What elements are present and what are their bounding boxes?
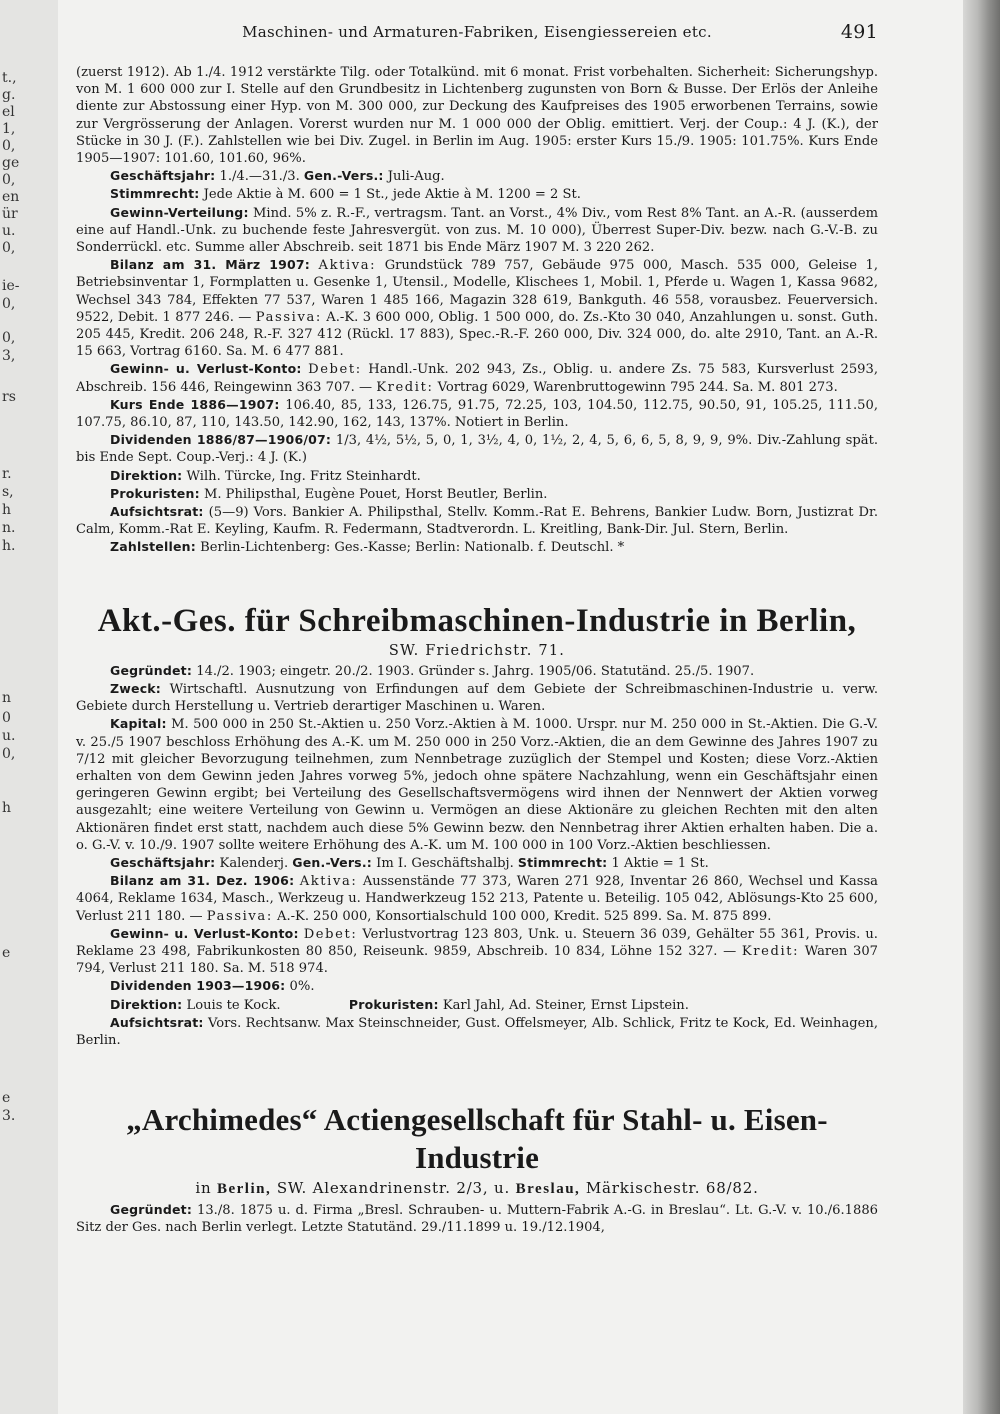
- city-breslau: Breslau,: [515, 1181, 581, 1198]
- field-value: Mind. 5% z. R.-F., vertragsm. Tant. an Vorst., 4% Div., vom Rest 8% Tant. an A.-R. (ausserdem eine auf Handl.-Unk. zu buchende feste Jahresvergüt. von zus. M. 10 000), Überrest Super-Div. bezw. nach G.-V.-B. zu Sonderrückl. etc. Summe aller Abschreib. seit 1871 bis Ende März 1907 M. 3 220 262.: [76, 205, 878, 256]
- margin-fragment: n: [2, 690, 12, 706]
- field-value: Vortrag 6029, Warenbruttogewinn 795 244. Sa. M. 801 273.: [437, 379, 838, 395]
- field-label: Gegründet:: [110, 662, 193, 678]
- profit-loss-paragraph: [76, 925, 878, 978]
- address-prefix: in: [195, 1179, 212, 1198]
- paying-agents-line: [76, 538, 878, 556]
- margin-fragment: e: [2, 1090, 11, 1106]
- street-berlin: SW. Alexandrinenstr. 2/3, u.: [276, 1179, 511, 1198]
- field-label: Stimmrecht:: [517, 854, 608, 870]
- field-value: 106.40, 85, 133, 126.75, 91.75, 72.25, 103, 104.50, 112.75, 90.50, 91, 105.25, 111.50, 107.75, 86.10, 87, 110, 143.50, 142.90, 162, 143, 137%. Notiert in Berlin.: [76, 397, 878, 431]
- profit-distribution-paragraph: [76, 204, 878, 257]
- margin-fragment: n.: [2, 520, 16, 536]
- debet-label: Debet:: [308, 362, 362, 378]
- field-label: Stimmrecht:: [110, 186, 200, 202]
- field-value: Wirtschaftl. Ausnutzung von Erfindungen auf dem Gebiete der Schreibmaschinen-Industrie u. verw. Gebiete durch Herstellung u. Vertrieb derartiger Maschinen u. Waren.: [76, 681, 878, 715]
- field-label: Prokuristen:: [110, 485, 200, 501]
- field-label: Zweck:: [110, 680, 162, 696]
- page-number: 491: [840, 21, 878, 43]
- field-label: Gewinn-Verteilung:: [110, 204, 249, 220]
- margin-fragment: rs: [2, 389, 16, 405]
- field-label: Gegründet:: [110, 1202, 193, 1218]
- field-value: Aussenstände 77 373, Waren 271 928, Inventar 26 860, Wechsel und Kassa 4064, Reklame 1634, Masch., Werkzeug u. Handwerkzeug 152 213, Patente u. Beteilig. 105 042, Ablösungs-Kto 25 600, Verlust 211 180. —: [76, 874, 878, 924]
- field-label: Bilanz am 31. Dez. 1906:: [110, 873, 295, 889]
- page-binding-shadow: [963, 0, 1000, 1414]
- field-label: Dividenden 1903—1906:: [110, 978, 286, 994]
- section-continued-entry: [76, 64, 878, 557]
- dividends-paragraph: [76, 431, 878, 466]
- field-label: Bilanz am 31. März 1907:: [110, 257, 311, 273]
- field-label: Prokuristen:: [348, 996, 439, 1012]
- margin-fragment: 0,: [2, 240, 16, 256]
- kredit-label: Kredit:: [741, 943, 800, 959]
- field-value: (5—9) Vors. Bankier A. Philipsthal, Stellv. Komm.-Rat E. Behrens, Bankier Ludw. Born, Justizrat Dr. Calm, Komm.-Rat E. Keyling, Kaufm. R. Federmann, Stadtverordn. L. Kreitling, Bank-Dir. Jul. Stern, Berlin.: [76, 505, 878, 538]
- page-content: [76, 18, 878, 1237]
- field-label: Dividenden 1886/87—1906/07:: [110, 432, 332, 448]
- capital-paragraph: [76, 715, 878, 854]
- company-address: [76, 1177, 878, 1200]
- margin-fragment: 3,: [2, 348, 16, 364]
- field-value: Louis te Kock.: [186, 997, 281, 1013]
- city-berlin: Berlin,: [216, 1181, 272, 1198]
- margin-fragment: h.: [2, 538, 16, 554]
- field-value: Berlin-Lichtenberg: Ges.-Kasse; Berlin: Nationalb. f. Deutschl. *: [200, 540, 625, 556]
- field-value: Jede Aktie à M. 600 = 1 St., jede Aktie à M. 1200 = 2 St.: [203, 187, 581, 203]
- field-value: Kalenderj.: [219, 855, 289, 871]
- margin-fragment: 1,: [2, 121, 16, 137]
- field-label: Gewinn- u. Verlust-Konto:: [110, 925, 299, 941]
- field-value: 1./4.—31./3.: [219, 169, 300, 185]
- field-value: Karl Jahl, Ad. Steiner, Ernst Lipstein.: [442, 997, 689, 1013]
- aktiva-label: Aktiva:: [318, 258, 377, 274]
- balance-sheet-paragraph: [76, 256, 878, 360]
- dividends-line: [76, 977, 878, 995]
- margin-fragment: s,: [2, 484, 14, 500]
- bond-details-paragraph: (zuerst 1912). Ab 1./4. 1912 verstärkte Tilg. oder Totalkünd. mit 6 monat. Frist vorbehalten. Sicherheit: Sicherungshyp. von M. 1 600 000 zur I. Stelle auf den Grundbesitz in Lichtenberg zugunsten von Born & Busse. Der Erlös der Anleihe diente zur Abstossung einer Hyp. von M. 300 000, zur Deckung des Kaufpreises des 1905 erworbenen Terrains, sowie zur Vergrösserung der Anlagen. Vorerst wurden nur M. 1 000 000 der Oblig. emittiert. Verj. der Coup.: 4 J. (K.), der Stücke in 30 J. (F.). Zahlstellen wie bei Div. Zugel. in Berlin im Aug. 1905: erster Kurs 15./9. 1905: 101.75%. Kurs Ende 1905—1907: 101.60, 101.60, 96%.: [76, 65, 878, 167]
- margin-fragment: u.: [2, 728, 16, 744]
- field-label: Direktion:: [110, 467, 183, 483]
- field-value: A.-K. 3 600 000, Oblig. 1 500 000, do. Zs.-Kto 30 040, Anzahlungen u. sonst. Guth. 205 445, Kredit. 206 248, R.-F. 327 412 (Rückl. 17 883), Spec.-R.-F. 260 000, Div. 324 000, do. alte 2910, Tant. an A.-R. 15 663, Vortrag 6160. Sa. M. 6 477 881.: [76, 309, 878, 360]
- founded-line: [76, 662, 878, 680]
- voting-rights-line: [76, 185, 878, 203]
- company-entry-archimedes: [76, 1101, 878, 1236]
- margin-fragment: 0: [2, 710, 11, 726]
- field-value: 0%.: [289, 979, 315, 995]
- margin-fragment: e: [2, 945, 11, 961]
- margin-fragment: ge: [2, 155, 20, 171]
- field-value: Waren 307 794, Verlust 211 180. Sa. M. 518 974.: [76, 943, 878, 977]
- management-line: [76, 467, 878, 485]
- company-title: Akt.-Ges. für Schreibmaschinen-Industrie in Berlin,: [97, 602, 857, 639]
- purpose-paragraph: [76, 680, 878, 715]
- field-value: Handl.-Unk. 202 943, Zs., Oblig. u. andere Zs. 75 583, Kursverlust 2593, Abschreib. 156 446, Reingewinn 363 707. —: [76, 362, 878, 395]
- field-value: 1 Aktie = 1 St.: [611, 855, 709, 871]
- field-value: M. 500 000 in 250 St.-Aktien u. 250 Vorz.-Aktien à M. 1000. Urspr. nur M. 250 000 in St.-Aktien. Die G.-V. v. 25./5 1907 beschloss Erhöhung des A.-K. um M. 250 000 in 250 Vorz.-Aktien, die an dem Gewinne des Jahres 1907 zu 7/12 mit gleicher Bevorzugung teilnehmen, zum Nennbetrage zuzüglich der Stempel und Kosten; diese Vorz.-Aktien erhalten von dem Gewinn jeden Jahres vorweg 5%, jedoch ohne spätere Nachzahlung, wenn ein Geschäftsjahr einen geringeren Gewinn ergibt; bei Verteilung des Gesellschaftsvermögens wird ihnen der Nennwert der Aktien vorweg ausgezahlt; eine weitere Verteilung von Gewinn u. Vermögen an diese Aktionäre zu gleichen Rechten mit den alten Aktionären findet erst statt, nachdem auch diese 5% Gewinn bezw. den Nennbetrag ihrer Aktien erhalten haben. Die a. o. G.-V. v. 10./9. 1907 sollte weitere Erhöhung des A.-K. um M. 100 000 in 100 Vorz.-Aktien beschliessen.: [76, 717, 878, 853]
- field-value: Vors. Rechtsanw. Max Steinschneider, Gust. Offelsmeyer, Alb. Schlick, Fritz te Kock, Ed. Weinhagen, Berlin.: [76, 1015, 878, 1048]
- passiva-label: Passiva:: [206, 908, 273, 924]
- margin-fragment: 0,: [2, 296, 16, 312]
- field-label: Gewinn- u. Verlust-Konto:: [110, 361, 302, 377]
- field-label: Geschäftsjahr:: [110, 854, 216, 870]
- founded-paragraph: [76, 1201, 878, 1236]
- margin-fragment: 0,: [2, 138, 16, 154]
- field-label: Direktion:: [110, 996, 183, 1012]
- kredit-label: Kredit:: [376, 379, 434, 395]
- street-breslau: Märkischestr. 68/82.: [585, 1179, 759, 1198]
- field-value: 13./8. 1875 u. d. Firma „Bresl. Schrauben- u. Muttern-Fabrik A.-G. in Breslau“. Lt. G.-V. v. 10./6.1886 Sitz der Ges. nach Berlin verlegt. Letzte Statutänd. 29./11.1899 u. 19./12.1904,: [76, 1203, 878, 1236]
- field-value: M. Philipsthal, Eugène Pouet, Horst Beutler, Berlin.: [203, 486, 548, 502]
- margin-fragment: u.: [2, 223, 16, 239]
- balance-sheet-paragraph: [76, 872, 878, 925]
- field-label: Aufsichtsrat:: [110, 504, 204, 520]
- margin-fragment: g.: [2, 87, 16, 103]
- management-line: [76, 996, 878, 1014]
- left-gutter: [0, 0, 59, 1414]
- field-label: Kurs Ende 1886—1907:: [110, 396, 280, 412]
- field-label: Gen.-Vers.:: [292, 854, 372, 870]
- field-value: Im I. Geschäftshalbj.: [376, 855, 514, 871]
- company-entry-typewriter: [76, 601, 878, 1049]
- margin-fragment: h: [2, 502, 12, 518]
- margin-fragment: ie-: [2, 278, 20, 294]
- business-year-line: [76, 167, 878, 185]
- supervisory-board-paragraph: [76, 503, 878, 538]
- margin-fragment: h: [2, 800, 12, 816]
- field-label: Aufsichtsrat:: [110, 1014, 204, 1030]
- field-label: Geschäftsjahr:: [110, 168, 216, 184]
- profit-loss-paragraph: [76, 360, 878, 395]
- passiva-label: Passiva:: [255, 309, 322, 325]
- running-title: Maschinen- und Armaturen-Fabriken, Eisengiessereien etc.: [242, 23, 712, 41]
- field-label: Zahlstellen:: [110, 539, 196, 555]
- field-label: Gen.-Vers.:: [303, 168, 384, 184]
- company-address: SW. Friedrichstr. 71.: [388, 642, 566, 659]
- margin-fragment: t.,: [2, 70, 17, 86]
- share-price-paragraph: [76, 396, 878, 431]
- field-value: Grundstück 789 757, Gebäude 975 000, Masch. 535 000, Geleise 1, Betriebsinventar 1, Formplatten u. Gesenke 1, Utensil., Modelle, Klischees 1, Mobil. 1, Pferde u. Wagen 1, Kassa 9682, Wechsel 343 784, Effekten 77 537, Waren 1 485 166, Magazin 328 619, Bankguth. 46 558, vorausbez. Feuerversich. 9522, Debit. 1 877 246. —: [76, 258, 878, 325]
- margin-fragment: 0,: [2, 330, 16, 346]
- field-value: 1/3, 4½, 5½, 5, 0, 1, 3½, 4, 0, 1½, 2, 4, 5, 6, 6, 5, 8, 9, 9, 9%. Div.-Zahlung spät. bis Ende Sept. Coup.-Verj.: 4 J. (K.): [76, 433, 878, 466]
- running-header: [76, 18, 878, 46]
- field-value: Verlustvortrag 123 803, Unk. u. Steuern 36 039, Gehälter 55 361, Provis. u. Reklame 23 498, Fabrikunkosten 80 850, Reiseunk. 9859, Abschreib. 10 834, Löhne 152 327. —: [76, 926, 878, 959]
- margin-fragment: r.: [2, 466, 12, 482]
- margin-fragment: 0,: [2, 172, 16, 188]
- field-value: Juli-Aug.: [387, 169, 445, 185]
- margin-fragment: ür: [2, 206, 18, 222]
- margin-fragment: en: [2, 189, 20, 205]
- field-value: 14./2. 1903; eingetr. 20./2. 1903. Gründer s. Jahrg. 1905/06. Statutänd. 25./5. 1907.: [196, 663, 755, 679]
- debet-label: Debet:: [303, 926, 358, 942]
- aktiva-label: Aktiva:: [299, 874, 358, 890]
- field-value: Wilh. Türcke, Ing. Fritz Steinhardt.: [186, 468, 421, 484]
- field-label: Kapital:: [110, 716, 167, 732]
- company-title: „Archimedes“ Actiengesellschaft für Stahl- u. Eisen-Industrie: [126, 1102, 828, 1176]
- margin-fragment: el: [2, 104, 15, 120]
- margin-fragment: 0,: [2, 746, 16, 762]
- procurists-line: [76, 485, 878, 503]
- field-value: A.-K. 250 000, Konsortialschuld 100 000, Kredit. 525 899. Sa. M. 875 899.: [277, 908, 772, 924]
- business-year-line: [76, 854, 878, 872]
- supervisory-board-paragraph: [76, 1014, 878, 1049]
- margin-fragment: 3.: [2, 1108, 16, 1124]
